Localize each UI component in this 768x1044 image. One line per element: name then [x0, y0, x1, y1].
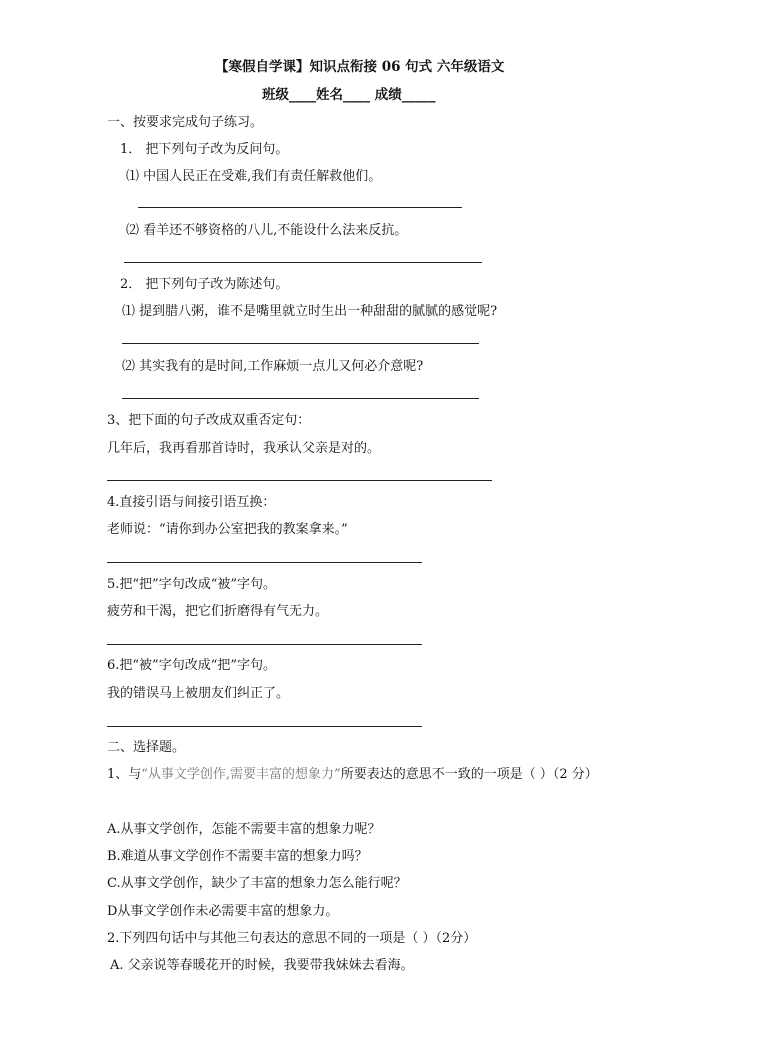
page-title: 【寒假自学课】知识点衔接 06 句式 六年级语文: [215, 59, 505, 75]
option-d[interactable]: D从事文学创作未必需要丰富的想象力。: [107, 904, 339, 919]
question-1-label: 1． 把下列句子改为反问句。: [120, 142, 289, 157]
option-b[interactable]: B.难道从事文学创作不需要丰富的想象力吗？: [107, 849, 368, 864]
answer-line[interactable]: [107, 562, 422, 563]
answer-line[interactable]: [122, 343, 479, 344]
question-3-text: 几年后，我再看那首诗时，我承认父亲是对的。: [107, 441, 381, 456]
option-a[interactable]: A.从事文学创作，怎能不需要丰富的想象力呢？: [107, 822, 381, 837]
question-6-label: 6.把“被”字句改成“把”字句。: [107, 658, 276, 673]
answer-line[interactable]: [122, 398, 479, 399]
student-info-line: 班级____姓名____ 成绩_____: [262, 87, 436, 103]
question-5-label: 5.把“把”字句改成“被”字句。: [107, 577, 276, 592]
question-2-item-1: ⑴ 提到腊八粥，谁不是嘴里就立时生出一种甜甜的腻腻的感觉呢?: [122, 304, 498, 319]
answer-line[interactable]: [107, 480, 492, 481]
option-a[interactable]: A. 父亲说等春暖花开的时候，我要带我妹妹去看海。: [110, 958, 414, 973]
choice-question-1-suffix: 所要表达的意思不一致的一项是（ ）（2 分）: [340, 767, 598, 782]
choice-question-1-quote: “从事文学创作,需要丰富的想象力”: [141, 767, 341, 782]
question-4-label: 4.直接引语与间接引语互换：: [107, 495, 276, 510]
question-3-label: 3、把下面的句子改成双重否定句：: [107, 413, 311, 428]
question-1-item-2: ⑵ 看羊还不够资格的八儿,不能设什么法来反抗。: [126, 223, 408, 238]
option-c[interactable]: C.从事文学创作，缺少了丰富的想象力怎么能行呢？: [107, 876, 407, 891]
section-heading-2: 二、选择题。: [107, 740, 186, 755]
answer-line[interactable]: [107, 726, 422, 727]
choice-question-2: 2.下列四句话中与其他三句表达的意思不同的一项是（ ）（2分）: [107, 931, 477, 946]
question-1-item-1: ⑴ 中国人民正在受难,我们有责任解救他们。: [126, 169, 382, 184]
section-heading-1: 一、按要求完成句子练习。: [107, 115, 264, 130]
question-2-label: 2． 把下列句子改为陈述句。: [120, 277, 289, 292]
question-4-text: 老师说：“请你到办公室把我的教案拿来。”: [107, 522, 348, 537]
choice-question-1: [107, 766, 598, 784]
answer-line[interactable]: [107, 644, 422, 645]
choice-question-1-prefix: 1、与: [107, 767, 142, 782]
question-5-text: 疲劳和干渴，把它们折磨得有气无力。: [107, 604, 329, 619]
question-2-item-2: ⑵ 其实我有的是时间,工作麻烦一点儿又何必介意呢?: [122, 359, 424, 374]
question-6-text: 我的错误马上被朋友们纠正了。: [107, 686, 290, 701]
answer-line[interactable]: [124, 262, 482, 263]
answer-line[interactable]: [138, 207, 462, 208]
